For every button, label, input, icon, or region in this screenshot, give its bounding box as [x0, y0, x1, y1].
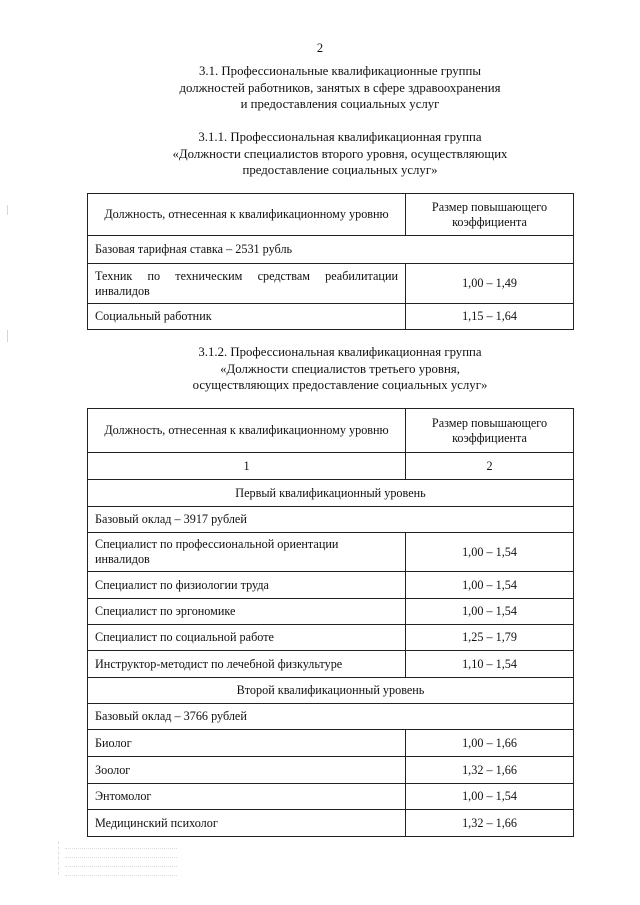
table-row: [88, 572, 574, 599]
position-cell: Инструктор-методист по лечебной физкультуре: [88, 651, 406, 678]
column-number: 2: [406, 453, 574, 480]
level1-base-salary: Базовый оклад – 3917 рублей: [88, 507, 574, 533]
group2-heading: [120, 344, 560, 394]
base-salary-row: [88, 704, 574, 730]
faded-stamp: [58, 841, 177, 875]
group2-heading-line: осуществляющих предоставление социальных услуг»: [192, 378, 488, 392]
level2-base-salary: Базовый оклад – 3766 рублей: [88, 704, 574, 730]
column-number: 1: [88, 453, 406, 480]
group2-heading-line: «Должности специалистов третьего уровня,: [220, 361, 460, 376]
margin-mark: [7, 330, 8, 342]
level-row: [88, 678, 574, 704]
table-row: [88, 625, 574, 651]
coefficient-cell: 1,10 – 1,54: [406, 651, 574, 678]
header-position: Должность, отнесенная к квалификационному уровню: [88, 194, 406, 236]
position-line: инвалидов: [95, 552, 150, 566]
base-salary-row: [88, 507, 574, 533]
group2-heading-line: 3.1.2. Профессиональная квалификационная группа: [198, 345, 482, 359]
header-coefficient-line: Размер повышающего: [431, 199, 548, 214]
column-number-row: [88, 453, 574, 480]
coefficient-cell: 1,00 – 1,66: [406, 730, 574, 757]
header-coefficient: [406, 409, 574, 453]
margin-mark: [7, 205, 8, 215]
base-rate: Базовая тарифная ставка – 2531 рубль: [88, 236, 574, 264]
group1-heading-line: 3.1.1. Профессиональная квалификационная группа: [198, 130, 482, 144]
position-cell: Социальный работник: [88, 304, 406, 330]
coefficient-cell: 1,15 – 1,64: [406, 304, 574, 330]
position-cell: Зоолог: [88, 757, 406, 784]
section-heading-line: и предоставления социальных услуг: [240, 97, 440, 111]
position-cell: Энтомолог: [88, 784, 406, 810]
position-cell: [88, 264, 406, 304]
coefficient-cell: 1,00 – 1,54: [406, 599, 574, 625]
table-row: [88, 730, 574, 757]
coefficient-cell: 1,25 – 1,79: [406, 625, 574, 651]
group1-heading-line: предоставление социальных услуг»: [242, 163, 438, 177]
table-row: [88, 810, 574, 837]
position-line: Техник по техническим средствам реабилитации: [95, 268, 398, 283]
group1-table: [87, 193, 574, 330]
base-rate-row: [88, 236, 574, 264]
table-row: [88, 599, 574, 625]
level-row: [88, 480, 574, 507]
section-heading-line: 3.1. Профессиональные квалификационные группы: [199, 64, 481, 78]
table-header-row: [88, 194, 574, 236]
coefficient-cell: 1,32 – 1,66: [406, 757, 574, 784]
position-line: Специалист по профессиональной ориентации: [95, 537, 339, 551]
header-coefficient-line: коэффициента: [452, 214, 527, 229]
section-heading: [120, 63, 560, 113]
coefficient-cell: 1,32 – 1,66: [406, 810, 574, 837]
level1-title: Первый квалификационный уровень: [88, 480, 574, 507]
position-cell: Медицинский психолог: [88, 810, 406, 837]
position-cell: [88, 533, 406, 572]
coefficient-cell: 1,00 – 1,54: [406, 533, 574, 572]
header-coefficient-line: коэффициента: [452, 430, 527, 445]
position-cell: Специалист по физиологии труда: [88, 572, 406, 599]
group2-table: [87, 408, 574, 837]
position-cell: Биолог: [88, 730, 406, 757]
table-row: [88, 304, 574, 330]
position-cell: Специалист по социальной работе: [88, 625, 406, 651]
header-coefficient: [406, 194, 574, 236]
coefficient-cell: 1,00 – 1,54: [406, 572, 574, 599]
table-header-row: [88, 409, 574, 453]
table-row: [88, 533, 574, 572]
table-row: [88, 757, 574, 784]
header-coefficient-line: Размер повышающего: [431, 415, 548, 430]
position-line: инвалидов: [95, 283, 150, 298]
coefficient-cell: 1,00 – 1,54: [406, 784, 574, 810]
page-number: 2: [316, 41, 324, 55]
group1-heading: [120, 129, 560, 179]
section-heading-line: должностей работников, занятых в сфере здравоохранения: [179, 80, 501, 95]
table-row: [88, 651, 574, 678]
coefficient-cell: 1,00 – 1,49: [406, 264, 574, 304]
table-row: [88, 784, 574, 810]
level2-title: Второй квалификационный уровень: [88, 678, 574, 704]
position-cell: Специалист по эргономике: [88, 599, 406, 625]
group1-heading-line: «Должности специалистов второго уровня, осуществляющих: [172, 146, 508, 161]
header-position: Должность, отнесенная к квалификационному уровню: [88, 409, 406, 453]
table-row: [88, 264, 574, 304]
